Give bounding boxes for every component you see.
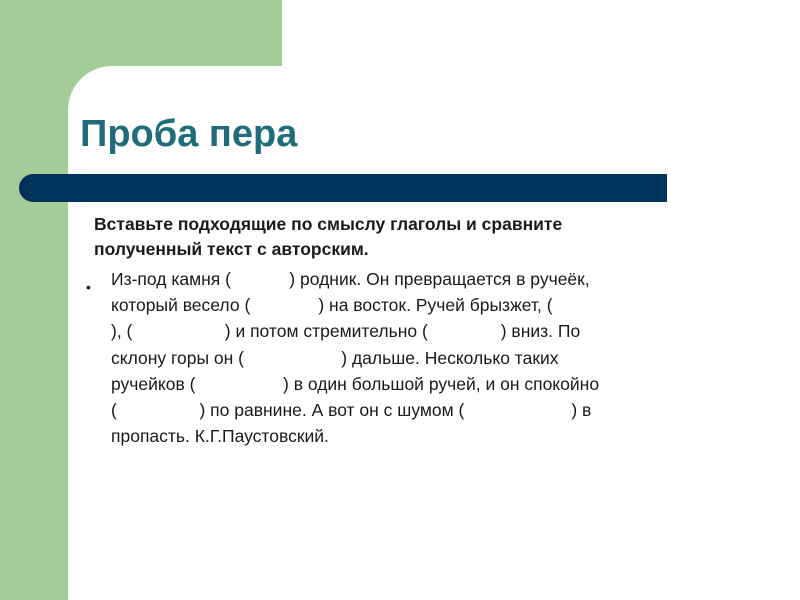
bullet-icon: •: [86, 279, 91, 295]
passage-text: Из-под камня ( ) родник. Он превращается в ручеёк, который весело ( ) на восток. Ручей брызжет, ( ), ( ) и потом стремительно ( ) вниз. По склону горы он ( ) дальше. Несколько таких ручейков ( ) в один большой ручей, и он спокойно ( ) по равнине. А вот он с шумом ( ) в пропасть. К.Г.Паустовский.: [111, 269, 600, 447]
instruction-text: Вставьте подходящие по смыслу глаголы и сравните полученный текст с авторским.: [94, 214, 563, 259]
title-underline-bar: [19, 174, 667, 202]
slide-title: Проба пера: [80, 113, 298, 155]
